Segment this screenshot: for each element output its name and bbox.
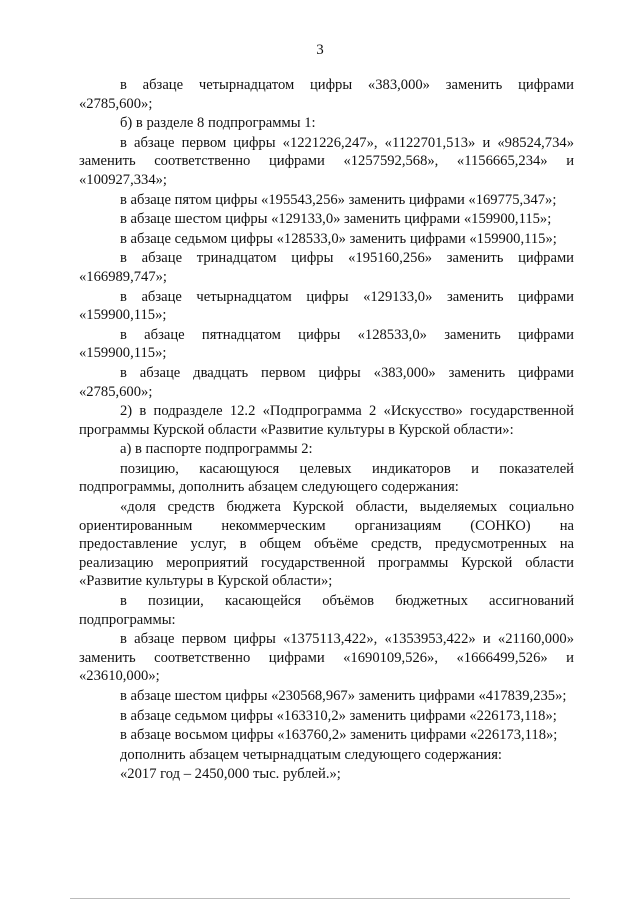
quoted-paragraph: «доля средств бюджета Курской области, выделяемых социально ориентированным некоммерческим организациям (СОНКО) на предоставление услуг, в общем объёме средств, предусмотренных на реализацию мероприятий государственной программы Курской области «Развитие культуры в Курской области»; bbox=[79, 499, 574, 590]
paragraph: в абзаце четырнадцатом цифры «383,000» заменить цифрами «2785,600»; bbox=[79, 77, 574, 112]
page-bottom-divider bbox=[70, 898, 570, 899]
paragraph: в абзаце пятом цифры «195543,256» заменить цифрами «169775,347»; bbox=[120, 191, 557, 208]
paragraph: в абзаце седьмом цифры «163310,2» заменить цифрами «226173,118»; bbox=[120, 707, 557, 724]
paragraph: в абзаце шестом цифры «129133,0» заменить цифрами «159900,115»; bbox=[120, 211, 552, 228]
paragraph: позицию, касающуюся целевых индикаторов и показателей подпрограммы, дополнить абзацем следующего содержания: bbox=[79, 460, 574, 496]
paragraph: в абзаце тринадцатом цифры «195160,256» заменить цифрами «166989,747»; bbox=[79, 250, 574, 285]
paragraph: в абзаце первом цифры «1221226,247», «1122701,513» и «98524,734» заменить соответственно цифрами «1257592,568», «1156665,234» и «100927,334»; bbox=[79, 134, 574, 188]
paragraph: в абзаце восьмом цифры «163760,2» заменить цифрами «226173,118»; bbox=[120, 727, 558, 744]
paragraph: а) в паспорте подпрограммы 2: bbox=[120, 441, 313, 458]
document-body bbox=[79, 76, 574, 784]
paragraph: в абзаце четырнадцатом цифры «129133,0» заменить цифрами «159900,115»; bbox=[79, 288, 574, 324]
paragraph: в абзаце пятнадцатом цифры «128533,0» заменить цифрами «159900,115»; bbox=[79, 326, 574, 362]
paragraph: дополнить абзацем четырнадцатым следующего содержания: bbox=[120, 746, 502, 763]
page-number: 3 bbox=[316, 42, 324, 58]
paragraph: б) в разделе 8 подпрограммы 1: bbox=[120, 115, 316, 132]
paragraph: в абзаце первом цифры «1375113,422», «1353953,422» и «21160,000» заменить соответственно цифрами «1690109,526», «1666499,526» и «23610,000»; bbox=[79, 631, 574, 685]
quoted-paragraph: «2017 год – 2450,000 тыс. рублей.»; bbox=[120, 766, 341, 783]
paragraph: в абзаце шестом цифры «230568,967» заменить цифрами «417839,235»; bbox=[120, 688, 567, 704]
paragraph: в абзаце седьмом цифры «128533,0» заменить цифрами «159900,115»; bbox=[120, 230, 557, 247]
paragraph: в абзаце двадцать первом цифры «383,000» заменить цифрами «2785,600»; bbox=[79, 364, 574, 400]
paragraph: 2) в подразделе 12.2 «Подпрограмма 2 «Искусство» государственной программы Курской области «Развитие культуры в Курской области»: bbox=[79, 403, 574, 438]
paragraph: в позиции, касающейся объёмов бюджетных ассигнований подпрограммы: bbox=[79, 593, 574, 628]
